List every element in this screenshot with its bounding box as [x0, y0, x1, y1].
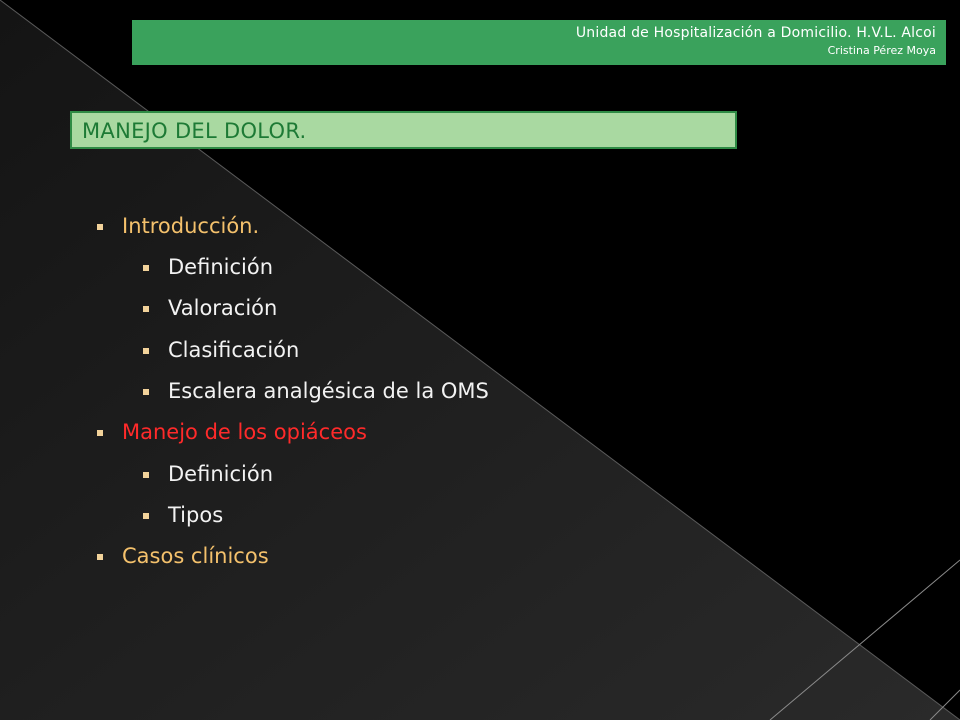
list-item-text: Definición	[168, 462, 273, 486]
list-item-text: Escalera analgésica de la OMS	[168, 379, 489, 403]
list-item	[143, 338, 299, 362]
slide-title: MANEJO DEL DOLOR.	[70, 111, 737, 149]
list-item	[143, 255, 273, 279]
list-item-text: Clasificación	[168, 338, 300, 362]
list-item-text: Casos clínicos	[122, 544, 269, 568]
square-bullet-icon	[143, 306, 149, 312]
header-author: Cristina Pérez Moya	[827, 44, 936, 57]
header-institution: Unidad de Hospitalización a Domicilio. H.V.L. Alcoi	[575, 25, 936, 41]
list-item-text: Definición	[168, 255, 273, 279]
square-bullet-icon	[143, 265, 149, 271]
square-bullet-icon	[97, 430, 103, 436]
list-item-text: Manejo de los opiáceos	[122, 420, 367, 444]
list-item-text: Valoración	[168, 296, 278, 320]
list-item	[97, 214, 259, 238]
list-item	[143, 503, 223, 527]
list-item	[143, 462, 273, 486]
square-bullet-icon	[97, 224, 103, 230]
list-item	[97, 544, 269, 568]
square-bullet-icon	[143, 472, 149, 478]
list-item-text: Introducción.	[122, 214, 260, 238]
square-bullet-icon	[143, 348, 149, 354]
list-item	[97, 420, 367, 444]
list-item	[143, 379, 489, 403]
list-item-text: Tipos	[168, 503, 224, 527]
list-item	[143, 296, 277, 320]
square-bullet-icon	[143, 389, 149, 395]
square-bullet-icon	[143, 513, 149, 519]
square-bullet-icon	[97, 554, 103, 560]
